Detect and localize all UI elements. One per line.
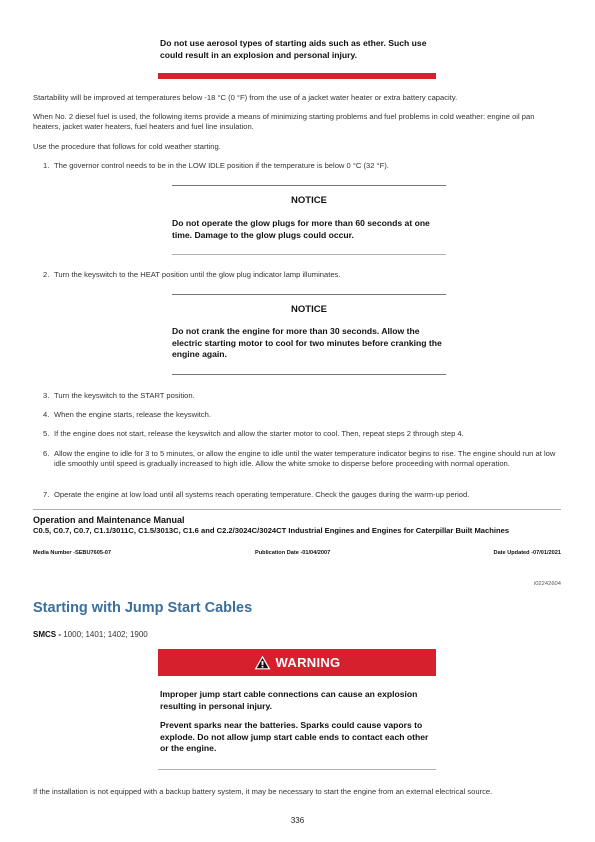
paragraph-startability: Startability will be improved at temperatures below -18 °C (0 °F) from the use of a jacket water heater or extra battery capacity. [33, 93, 458, 102]
step-text: Turn the keyswitch to the HEAT position until the glow plug indicator lamp illuminates. [54, 270, 341, 279]
section-title: Starting with Jump Start Cables [33, 600, 253, 616]
step-number: 1. [43, 161, 50, 170]
step-number: 5. [43, 429, 50, 438]
warning-banner [158, 649, 436, 676]
step-number: 7. [43, 490, 50, 499]
document-id: i02242604 [533, 581, 561, 587]
notice-text: Do not crank the engine for more than 30 seconds. Allow the electric starting motor to cool for two minutes before cranking the engine again. [172, 326, 442, 360]
step-number: 6. [43, 449, 50, 458]
notice-top-rule [172, 185, 446, 186]
warning-text-2: Prevent sparks near the batteries. Sparks could cause vapors to explode. Do not allow jump start cable ends to contact each other or the engine. [160, 720, 429, 754]
warning-triangle-icon [254, 655, 271, 670]
date-updated: Date Updated -07/01/2021 [493, 550, 561, 556]
paragraph-procedure-intro: Use the procedure that follows for cold weather starting. [33, 142, 221, 151]
paragraph-diesel-fuel: When No. 2 diesel fuel is used, the following items provide a means of minimizing starting problems and fuel problems in cold weather: engine oil pan heaters, jacket water heaters, fuel heaters and fuel line insulation. [33, 112, 535, 131]
media-number: Media Number -SEBU7605-07 [33, 550, 112, 556]
step-text: When the engine starts, release the keyswitch. [54, 410, 212, 419]
step-text: The governor control needs to be in the LOW IDLE position if the temperature is below 0 °C (32 °F). [54, 161, 389, 170]
manual-title: Operation and Maintenance Manual [33, 515, 185, 525]
step-number: 2. [43, 270, 50, 279]
notice-title: NOTICE [291, 195, 327, 206]
step-text: Allow the engine to idle for 3 to 5 minutes, or allow the engine to idle until the water temperature indicator begins to rise. The engine should run at low idle smoothly until speed is gradually increased to high idle. Allow the white smoke to disperse before proceeding with normal operation. [54, 449, 556, 468]
warning-label: WARNING [275, 655, 341, 670]
page-number: 336 [290, 816, 305, 825]
step-text: Turn the keyswitch to the START position. [54, 391, 195, 400]
publication-date: Publication Date -01/04/2007 [255, 550, 331, 556]
notice-bottom-rule [172, 374, 446, 375]
step-text: If the engine does not start, release the keyswitch and allow the starter motor to cool. Then, repeat steps 2 through step 4. [54, 429, 464, 438]
step-number: 4. [43, 410, 50, 419]
warning-bottom-rule [158, 769, 436, 770]
smcs-label: SMCS - [33, 630, 61, 639]
top-warning-red-bar [158, 73, 436, 79]
notice-bottom-rule [172, 254, 446, 255]
top-warning-text: Do not use aerosol types of starting aids such as ether. Such use could result in an explosion and personal injury. [160, 38, 427, 60]
section-divider [33, 509, 561, 510]
warning-text-1: Improper jump start cable connections can cause an explosion resulting in personal injury. [160, 689, 418, 711]
notice-top-rule [172, 294, 446, 295]
step-number: 3. [43, 391, 50, 400]
notice-title: NOTICE [291, 304, 327, 315]
notice-text: Do not operate the glow plugs for more than 60 seconds at one time. Damage to the glow plugs could occur. [172, 218, 430, 240]
manual-subtitle: C0.5, C0.7, C0.7, C1.1/3011C, C1.5/3013C, C1.6 and C2.2/3024C/3024CT Industrial Engines and Engines for Caterpillar Built Machines [33, 526, 510, 535]
step-text: Operate the engine at low load until all systems reach operating temperature. Check the gauges during the warm-up period. [54, 490, 470, 499]
smcs-line [33, 630, 148, 640]
paragraph-backup-battery: If the installation is not equipped with a backup battery system, it may be necessary to start the engine from an external electrical source. [33, 787, 493, 796]
smcs-codes: 1000; 1401; 1402; 1900 [61, 630, 148, 639]
